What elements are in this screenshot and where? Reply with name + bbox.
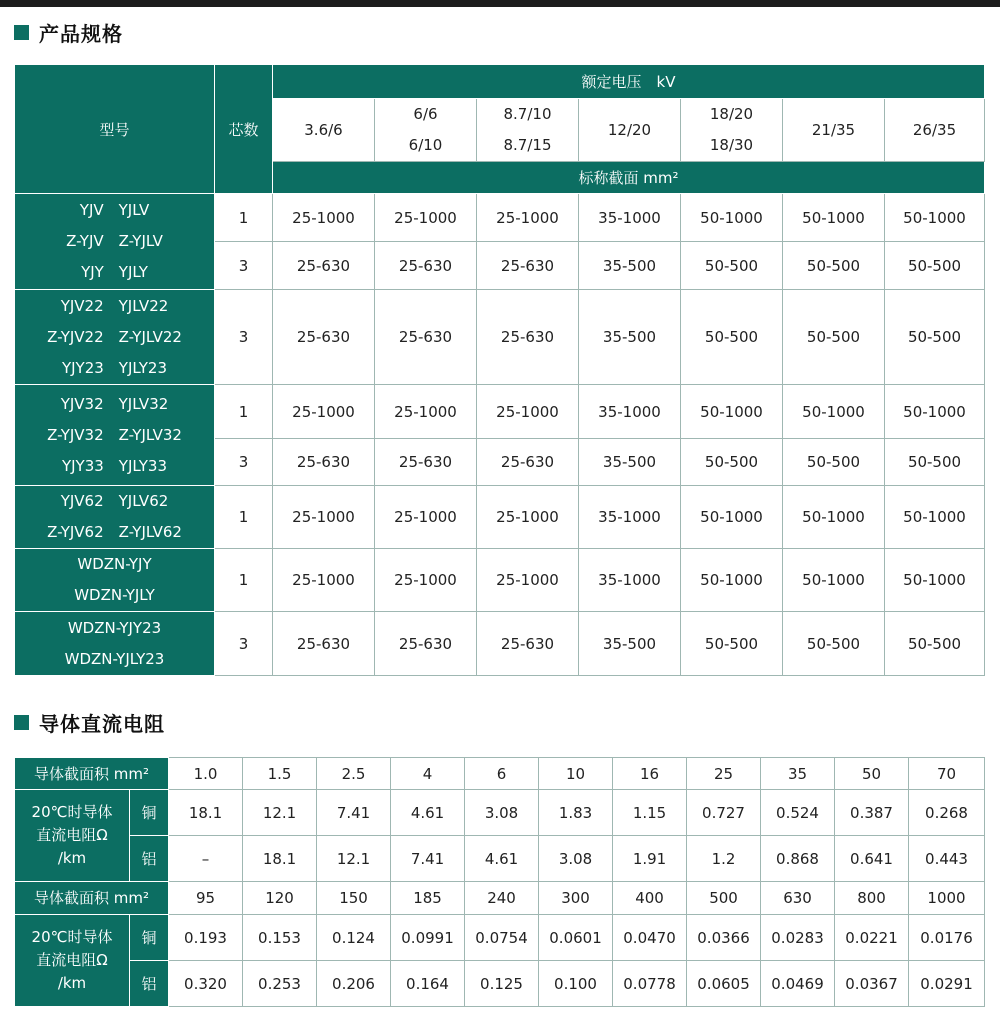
- area-label: 导体截面积 mm²: [15, 758, 169, 790]
- cell-line: 21/35: [811, 120, 856, 139]
- voltage-cell: [783, 99, 885, 162]
- area-cell: 35: [761, 758, 835, 790]
- value-cell: 25-630: [375, 439, 477, 486]
- copper-cell: 0.153: [243, 915, 317, 961]
- copper-cell: 0.0221: [835, 915, 909, 961]
- model-cell: [15, 549, 215, 612]
- value-cell: 25-1000: [273, 385, 375, 439]
- cell-line: 8.7/15: [503, 136, 552, 154]
- copper-cell: 0.0283: [761, 915, 835, 961]
- area-cell: 240: [465, 882, 539, 915]
- value-cell: 50-500: [681, 290, 783, 385]
- copper-row: [15, 790, 985, 836]
- value-cell: 50-1000: [783, 194, 885, 242]
- aluminum-cell: 1.91: [613, 836, 687, 882]
- cell-line: WDZN-YJLY23: [64, 649, 165, 668]
- cell-line: Z-YJV62 Z-YJLV62: [47, 523, 182, 541]
- area-cell: 10: [539, 758, 613, 790]
- value-cell: 35-500: [579, 439, 681, 486]
- area-cell: 25: [687, 758, 761, 790]
- value-cell: 35-500: [579, 612, 681, 676]
- area-label: 导体截面积 mm²: [15, 882, 169, 915]
- aluminum-cell: 0.125: [465, 961, 539, 1007]
- value-cell: 50-500: [885, 612, 985, 676]
- cell-line: 18/30: [709, 136, 754, 154]
- voltage-cell: [273, 99, 375, 162]
- aluminum-cell: 0.641: [835, 836, 909, 882]
- value-cell: 50-500: [681, 439, 783, 486]
- aluminum-cell: 7.41: [391, 836, 465, 882]
- cell-line: 20℃时导体: [31, 928, 113, 946]
- spec-title-text: 产品规格: [39, 21, 123, 46]
- model-cell: [15, 385, 215, 486]
- value-cell: 25-630: [375, 290, 477, 385]
- cell-line: YJV22 YJLV22: [60, 296, 169, 315]
- copper-cell: 0.0991: [391, 915, 465, 961]
- table-row: [15, 290, 985, 385]
- value-cell: 35-1000: [579, 549, 681, 612]
- cell-line: YJV YJLV: [79, 201, 150, 219]
- cell-line: YJY YJLY: [81, 263, 148, 281]
- value-cell: 25-1000: [375, 549, 477, 612]
- cell-line: 12/20: [607, 120, 652, 139]
- voltage-cell: [375, 99, 477, 162]
- copper-cell: 4.61: [391, 790, 465, 836]
- value-cell: 25-630: [375, 242, 477, 290]
- aluminum-cell: 1.2: [687, 836, 761, 882]
- aluminum-cell: 0.0605: [687, 961, 761, 1007]
- cores-cell: 3: [215, 242, 273, 290]
- value-cell: 25-630: [273, 612, 375, 676]
- area-cell: 500: [687, 882, 761, 915]
- area-cell: 120: [243, 882, 317, 915]
- model-cell: [15, 612, 215, 676]
- cell-line: 6/6: [413, 105, 438, 123]
- value-cell: 50-1000: [681, 385, 783, 439]
- copper-label: 铜: [130, 790, 169, 836]
- value-cell: 35-500: [579, 242, 681, 290]
- value-cell: 50-1000: [885, 385, 985, 439]
- value-cell: 25-630: [477, 290, 579, 385]
- value-cell: 50-500: [885, 439, 985, 486]
- cell-line: WDZN-YJLY: [74, 586, 155, 604]
- area-cell: 95: [169, 882, 243, 915]
- copper-cell: 0.0754: [465, 915, 539, 961]
- value-cell: 25-1000: [375, 385, 477, 439]
- value-cell: 25-1000: [273, 486, 375, 549]
- table-row: [15, 486, 985, 549]
- area-cell: 1.5: [243, 758, 317, 790]
- cell-line: YJV32 YJLV32: [60, 394, 169, 413]
- copper-cell: 0.193: [169, 915, 243, 961]
- cores-cell: 1: [215, 385, 273, 439]
- cell-line: Z-YJV Z-YJLV: [66, 232, 163, 250]
- cell-line: 20℃时导体: [31, 803, 113, 821]
- aluminum-cell: 0.0291: [909, 961, 985, 1007]
- value-cell: 25-630: [273, 290, 375, 385]
- aluminum-cell: 3.08: [539, 836, 613, 882]
- aluminum-row: [15, 836, 985, 882]
- cell-line: 直流电阻Ω: [36, 826, 108, 844]
- area-cell: 1000: [909, 882, 985, 915]
- area-cell: 185: [391, 882, 465, 915]
- area-cell: 2.5: [317, 758, 391, 790]
- value-cell: 50-1000: [681, 194, 783, 242]
- model-cell: [15, 194, 215, 290]
- spec-table: [14, 64, 985, 676]
- value-cell: 35-1000: [579, 194, 681, 242]
- cell-line: WDZN-YJY: [77, 555, 152, 573]
- aluminum-cell: 0.443: [909, 836, 985, 882]
- area-cell: 1.0: [169, 758, 243, 790]
- value-cell: 50-500: [783, 290, 885, 385]
- area-cell: 70: [909, 758, 985, 790]
- value-cell: 50-1000: [681, 549, 783, 612]
- copper-cell: 3.08: [465, 790, 539, 836]
- cell-line: YJY23 YJLY23: [61, 358, 168, 377]
- area-cell: 150: [317, 882, 391, 915]
- copper-cell: 1.83: [539, 790, 613, 836]
- copper-cell: 0.0176: [909, 915, 985, 961]
- aluminum-cell: 0.253: [243, 961, 317, 1007]
- copper-cell: 0.387: [835, 790, 909, 836]
- value-cell: 25-1000: [477, 486, 579, 549]
- value-cell: 25-630: [273, 242, 375, 290]
- copper-cell: 7.41: [317, 790, 391, 836]
- cell-line: /km: [57, 849, 87, 867]
- cores-cell: 1: [215, 486, 273, 549]
- cell-line: Z-YJV32 Z-YJLV32: [47, 425, 182, 444]
- section-title-resistance: [14, 707, 165, 737]
- aluminum-cell: 4.61: [465, 836, 539, 882]
- cores-cell: 1: [215, 549, 273, 612]
- value-cell: 50-500: [783, 242, 885, 290]
- voltage-cell: [477, 99, 579, 162]
- top-bar: [0, 0, 1000, 7]
- value-cell: 35-500: [579, 290, 681, 385]
- cell-line: 18/20: [709, 105, 754, 123]
- table-row: [15, 549, 985, 612]
- value-cell: 50-1000: [885, 486, 985, 549]
- value-cell: 25-630: [477, 439, 579, 486]
- aluminum-cell: 0.206: [317, 961, 391, 1007]
- copper-label: 铜: [130, 915, 169, 961]
- aluminum-row: [15, 961, 985, 1007]
- resistance-label: [15, 790, 130, 882]
- cell-line: Z-YJV22 Z-YJLV22: [47, 327, 182, 346]
- area-row: [15, 758, 985, 790]
- area-cell: 50: [835, 758, 909, 790]
- value-cell: 50-500: [885, 242, 985, 290]
- cell-line: WDZN-YJY23: [67, 618, 162, 637]
- value-cell: 25-630: [477, 612, 579, 676]
- copper-cell: 0.727: [687, 790, 761, 836]
- value-cell: 25-1000: [273, 549, 375, 612]
- area-cell: 6: [465, 758, 539, 790]
- model-header: 型号: [15, 65, 215, 194]
- aluminum-cell: 0.320: [169, 961, 243, 1007]
- value-cell: 50-500: [681, 242, 783, 290]
- value-cell: 25-630: [477, 242, 579, 290]
- copper-cell: 18.1: [169, 790, 243, 836]
- copper-cell: 1.15: [613, 790, 687, 836]
- value-cell: 25-630: [273, 439, 375, 486]
- value-cell: 50-500: [783, 612, 885, 676]
- value-cell: 35-1000: [579, 486, 681, 549]
- cell-line: /km: [57, 974, 87, 992]
- cell-line: 3.6/6: [304, 120, 343, 139]
- copper-cell: 0.268: [909, 790, 985, 836]
- voltage-cell: [885, 99, 985, 162]
- table-row: [15, 612, 985, 676]
- cores-cell: 3: [215, 612, 273, 676]
- header-row: [15, 65, 985, 99]
- value-cell: 25-630: [375, 612, 477, 676]
- area-cell: 16: [613, 758, 687, 790]
- cell-line: 8.7/10: [503, 105, 552, 123]
- value-cell: 25-1000: [477, 194, 579, 242]
- copper-cell: 0.0366: [687, 915, 761, 961]
- value-cell: 50-500: [783, 439, 885, 486]
- section-title-spec: [14, 17, 123, 47]
- area-cell: 300: [539, 882, 613, 915]
- resist-title-text: 导体直流电阻: [39, 711, 165, 736]
- voltage-cell: [579, 99, 681, 162]
- cores-header: 芯数: [215, 65, 273, 194]
- cell-line: 6/10: [408, 136, 443, 154]
- cell-line: 26/35: [912, 120, 957, 139]
- value-cell: 50-500: [681, 612, 783, 676]
- area-cell: 400: [613, 882, 687, 915]
- area-row: [15, 882, 985, 915]
- section-square-icon: [14, 25, 29, 40]
- voltage-header: 额定电压 kV: [273, 65, 985, 99]
- copper-row: [15, 915, 985, 961]
- aluminum-cell: 0.868: [761, 836, 835, 882]
- table-row: [15, 194, 985, 242]
- value-cell: 35-1000: [579, 385, 681, 439]
- aluminum-cell: 18.1: [243, 836, 317, 882]
- copper-cell: 0.524: [761, 790, 835, 836]
- value-cell: 50-500: [885, 290, 985, 385]
- model-cell: [15, 486, 215, 549]
- cores-cell: 3: [215, 290, 273, 385]
- value-cell: 50-1000: [885, 194, 985, 242]
- value-cell: 50-1000: [885, 549, 985, 612]
- value-cell: 25-1000: [375, 194, 477, 242]
- resistance-label: [15, 915, 130, 1007]
- aluminum-cell: 0.0367: [835, 961, 909, 1007]
- value-cell: 50-1000: [783, 486, 885, 549]
- cores-cell: 1: [215, 194, 273, 242]
- aluminum-label: 铝: [130, 836, 169, 882]
- voltage-cell: [681, 99, 783, 162]
- value-cell: 50-1000: [681, 486, 783, 549]
- area-cell: 630: [761, 882, 835, 915]
- resistance-table: [14, 757, 985, 1007]
- aluminum-cell: 0.100: [539, 961, 613, 1007]
- copper-cell: 12.1: [243, 790, 317, 836]
- value-cell: 25-1000: [375, 486, 477, 549]
- aluminum-cell: 0.0469: [761, 961, 835, 1007]
- section-header: 标称截面 mm²: [273, 162, 985, 194]
- table-row: [15, 385, 985, 439]
- aluminum-cell: –: [169, 836, 243, 882]
- cell-line: YJV62 YJLV62: [60, 492, 169, 510]
- cell-line: 直流电阻Ω: [36, 951, 108, 969]
- aluminum-cell: 0.164: [391, 961, 465, 1007]
- section-square-icon: [14, 715, 29, 730]
- value-cell: 50-1000: [783, 549, 885, 612]
- aluminum-cell: 12.1: [317, 836, 391, 882]
- copper-cell: 0.124: [317, 915, 391, 961]
- value-cell: 25-1000: [477, 549, 579, 612]
- value-cell: 25-1000: [477, 385, 579, 439]
- value-cell: 50-1000: [783, 385, 885, 439]
- aluminum-label: 铝: [130, 961, 169, 1007]
- copper-cell: 0.0470: [613, 915, 687, 961]
- cores-cell: 3: [215, 439, 273, 486]
- model-cell: [15, 290, 215, 385]
- copper-cell: 0.0601: [539, 915, 613, 961]
- area-cell: 800: [835, 882, 909, 915]
- aluminum-cell: 0.0778: [613, 961, 687, 1007]
- area-cell: 4: [391, 758, 465, 790]
- cell-line: YJY33 YJLY33: [61, 456, 168, 475]
- value-cell: 25-1000: [273, 194, 375, 242]
